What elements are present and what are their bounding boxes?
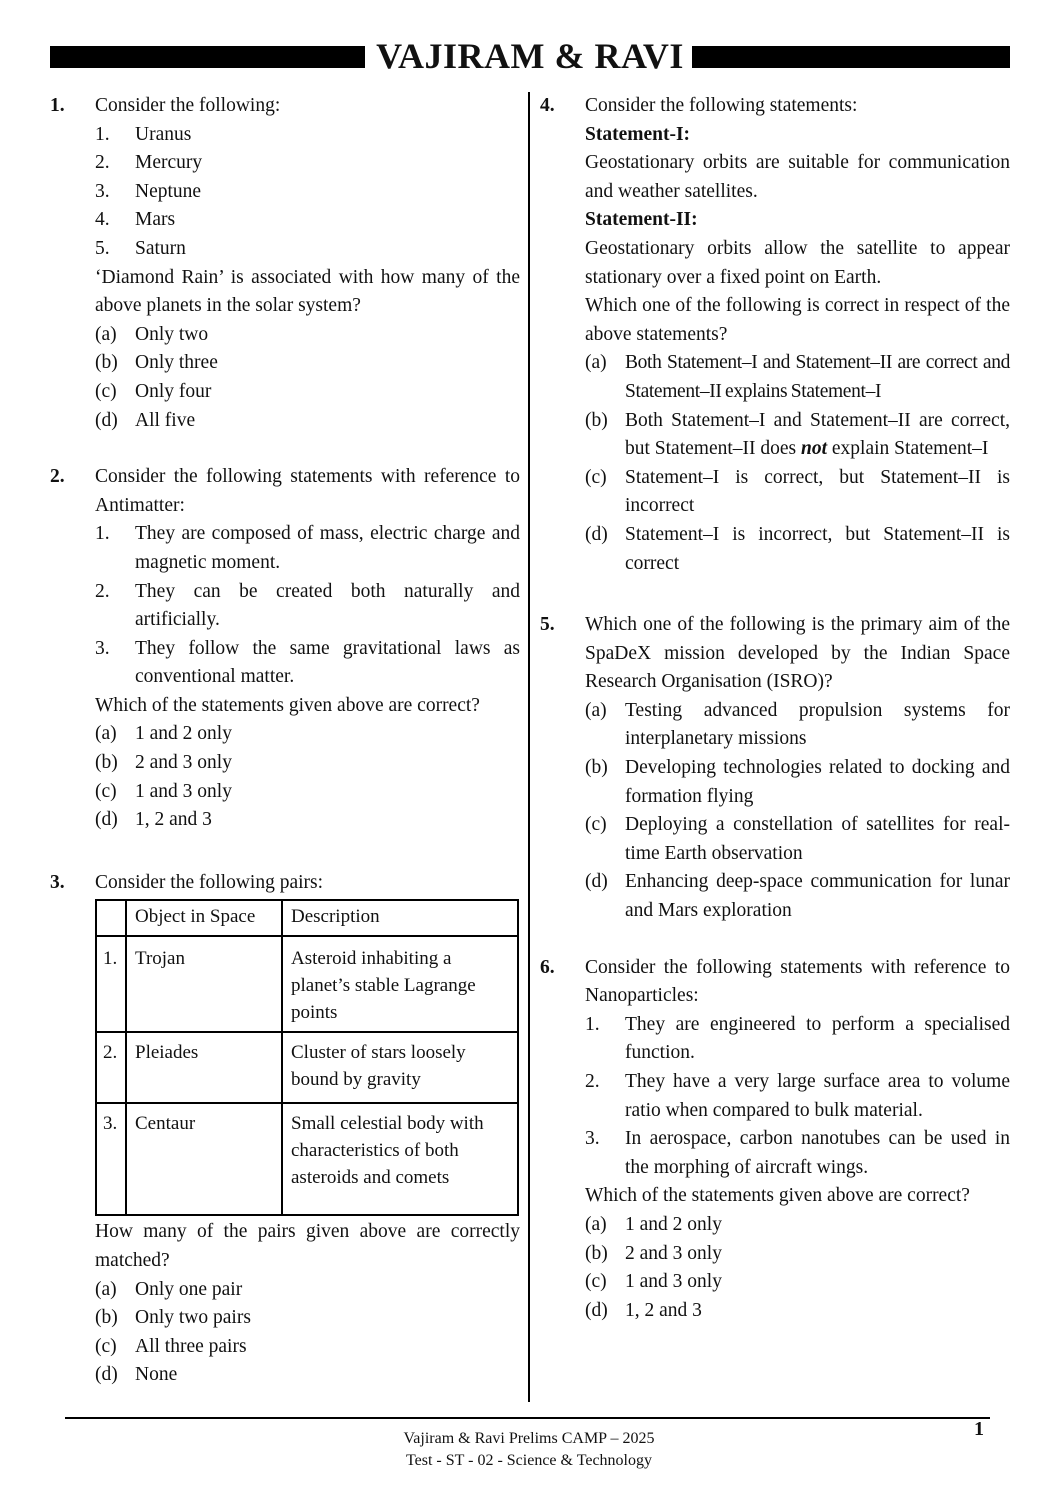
question-4 bbox=[540, 92, 1010, 578]
option-label: (d) bbox=[95, 1364, 118, 1386]
option-text: Developing technologies related to docking and formation flying bbox=[625, 757, 1010, 807]
question-stem: Which of the statements given above are correct? bbox=[95, 694, 480, 716]
option-d bbox=[585, 521, 1010, 578]
question-1 bbox=[50, 92, 520, 435]
option-c bbox=[585, 464, 1010, 521]
option-label: (c) bbox=[585, 1271, 607, 1293]
column-divider bbox=[528, 92, 530, 1402]
question-3 bbox=[50, 869, 520, 1390]
option-text: Only three bbox=[135, 352, 218, 374]
list-item bbox=[95, 235, 520, 264]
list-item bbox=[585, 1011, 1010, 1068]
option-text: 2 and 3 only bbox=[135, 752, 232, 774]
option-text: Testing advanced propulsion systems for interplanetary missions bbox=[625, 699, 1010, 750]
question-intro: Consider the following statements with reference to Antimatter: bbox=[95, 466, 520, 516]
option-label: (b) bbox=[95, 752, 118, 774]
option-b bbox=[95, 749, 520, 778]
table-header-row bbox=[96, 900, 518, 936]
option-a bbox=[585, 349, 1010, 406]
question-stem: How many of the pairs given above are correctly matched? bbox=[95, 1221, 520, 1272]
option-text: 1 and 3 only bbox=[135, 780, 232, 802]
table-row bbox=[96, 936, 518, 1032]
option-label: (c) bbox=[95, 1335, 117, 1357]
table-cell-description: Small celestial body with characteristics of both asteroids and comets bbox=[282, 1103, 518, 1215]
option-text: 1 and 2 only bbox=[135, 723, 232, 745]
option-text-emphasis: not bbox=[801, 438, 828, 460]
item-text: Neptune bbox=[135, 180, 202, 202]
option-text: Only two bbox=[135, 323, 209, 345]
question-number: 4. bbox=[540, 95, 555, 116]
header-title: VAJIRAM & RAVI bbox=[376, 36, 684, 76]
item-text: Saturn bbox=[135, 237, 186, 259]
option-label: (a) bbox=[95, 1278, 117, 1300]
option-d bbox=[585, 868, 1010, 925]
table-header bbox=[96, 900, 126, 936]
option-c bbox=[585, 811, 1010, 868]
option-label: (d) bbox=[95, 809, 118, 831]
option-text: 1, 2 and 3 bbox=[625, 1299, 702, 1321]
list-item bbox=[95, 635, 520, 692]
item-number: 3. bbox=[585, 1128, 600, 1150]
list-item bbox=[95, 178, 520, 207]
option-c bbox=[95, 378, 520, 407]
table-header: Object in Space bbox=[126, 900, 282, 936]
option-text: All three pairs bbox=[135, 1335, 247, 1357]
item-text: They have a very large surface area to volume ratio when compared to bulk material. bbox=[625, 1071, 1010, 1121]
item-text: Uranus bbox=[135, 123, 192, 145]
table-cell-description: Asteroid inhabiting a planet’s stable Lagrange points bbox=[282, 936, 518, 1032]
option-text: Only four bbox=[135, 380, 212, 402]
option-label: (d) bbox=[585, 1299, 608, 1321]
option-text-after: explain Statement–I bbox=[827, 438, 989, 460]
option-text: Both Statement–I and Statement–II are correct and Statement–II explains Statement–I bbox=[625, 352, 1010, 402]
option-label: (b) bbox=[585, 409, 608, 431]
item-number: 3. bbox=[95, 637, 110, 659]
option-text-before: Both Statement–I and Statement–II are correct, but Statement–II does bbox=[625, 409, 1010, 460]
option-label: (d) bbox=[585, 871, 608, 893]
item-number: 4. bbox=[95, 209, 110, 231]
page-number: 1 bbox=[974, 1418, 984, 1440]
question-5 bbox=[540, 611, 1010, 926]
option-label: (c) bbox=[585, 466, 607, 488]
item-text: Mercury bbox=[135, 152, 203, 174]
option-text: Only two pairs bbox=[135, 1307, 251, 1329]
footer-rule bbox=[65, 1417, 990, 1419]
footer-line-2: Test - ST - 02 - Science & Technology bbox=[405, 1452, 652, 1469]
option-label: (a) bbox=[585, 699, 607, 721]
option-label: (b) bbox=[95, 352, 118, 374]
question-stem: Which one of the following is correct in respect of the above statements? bbox=[585, 295, 1010, 345]
option-text: Enhancing deep-space communication for lunar and Mars exploration bbox=[625, 871, 1010, 922]
table-cell-num: 3. bbox=[96, 1103, 126, 1215]
option-a bbox=[585, 1211, 1010, 1240]
option-b bbox=[585, 1240, 1010, 1269]
table-cell-num: 1. bbox=[96, 936, 126, 1032]
table-cell-object: Centaur bbox=[126, 1103, 282, 1215]
option-b bbox=[95, 349, 520, 378]
option-label: (b) bbox=[95, 1307, 118, 1329]
question-2 bbox=[50, 463, 520, 835]
list-item bbox=[95, 149, 520, 178]
left-column bbox=[50, 92, 520, 1390]
list-item bbox=[95, 578, 520, 635]
question-number: 5. bbox=[540, 614, 555, 636]
option-text: Only one pair bbox=[135, 1278, 243, 1300]
option-b bbox=[95, 1304, 520, 1333]
table-cell-object: Pleiades bbox=[126, 1032, 282, 1103]
table-row bbox=[96, 1103, 518, 1215]
list-item bbox=[95, 206, 520, 235]
question-number: 3. bbox=[50, 871, 65, 893]
question-number: 6. bbox=[540, 956, 555, 978]
option-c bbox=[95, 1333, 520, 1362]
item-number: 5. bbox=[95, 237, 110, 259]
option-label: (b) bbox=[585, 1242, 608, 1264]
option-label: (d) bbox=[95, 409, 118, 431]
table-cell-description: Cluster of stars loosely bound by gravity bbox=[282, 1032, 518, 1103]
option-text bbox=[625, 410, 1010, 460]
option-text: None bbox=[135, 1364, 178, 1386]
option-text: 1 and 2 only bbox=[625, 1213, 722, 1235]
list-item bbox=[95, 121, 520, 150]
option-c bbox=[95, 778, 520, 807]
option-a bbox=[585, 697, 1010, 754]
option-c bbox=[585, 1268, 1010, 1297]
option-label: (d) bbox=[585, 523, 608, 545]
list-item bbox=[95, 520, 520, 577]
table-row bbox=[96, 1032, 518, 1103]
item-number: 1. bbox=[95, 523, 110, 545]
page-header bbox=[50, 36, 1010, 76]
option-text: All five bbox=[135, 409, 196, 431]
table-cell-num: 2. bbox=[96, 1032, 126, 1103]
question-intro: Consider the following statements: bbox=[585, 95, 858, 116]
question-stem: Which of the statements given above are correct? bbox=[585, 1185, 970, 1207]
question-number: 2. bbox=[50, 466, 65, 488]
option-text: 2 and 3 only bbox=[625, 1242, 722, 1264]
option-text: Statement–I is correct, but Statement–II is incorrect bbox=[625, 466, 1010, 517]
item-text: They are engineered to perform a specialised function. bbox=[625, 1013, 1010, 1064]
question-stem: ‘Diamond Rain’ is associated with how many of the above planets in the solar system? bbox=[95, 266, 520, 317]
statement-2-text: Geostationary orbits allow the satellite to appear stationary over a fixed point on Earth. bbox=[585, 237, 1010, 288]
statement-1-text: Geostationary orbits are suitable for communication and weather satellites. bbox=[585, 152, 1010, 202]
question-intro: Which one of the following is the primary aim of the SpaDeX mission developed by the Indian Space Research Organisation (ISRO)? bbox=[585, 614, 1010, 693]
item-text: In aerospace, carbon nanotubes can be used in the morphing of aircraft wings. bbox=[625, 1128, 1010, 1178]
footer-line-1: Vajiram & Ravi Prelims CAMP – 2025 bbox=[403, 1430, 655, 1447]
item-text: Mars bbox=[135, 209, 176, 231]
list-item bbox=[585, 1125, 1010, 1182]
option-a bbox=[95, 321, 520, 350]
statement-1-label: Statement-I: bbox=[585, 123, 691, 145]
option-b bbox=[585, 754, 1010, 811]
option-text: 1 and 3 only bbox=[625, 1271, 722, 1293]
option-label: (a) bbox=[95, 723, 117, 745]
option-label: (b) bbox=[585, 757, 608, 779]
pairs-table bbox=[95, 899, 519, 1216]
item-number: 2. bbox=[585, 1071, 600, 1092]
item-number: 1. bbox=[585, 1013, 600, 1035]
item-text: They are composed of mass, electric charge and magnetic moment. bbox=[135, 523, 520, 573]
item-number: 2. bbox=[95, 152, 110, 174]
option-label: (a) bbox=[585, 1213, 607, 1235]
option-text: Deploying a constellation of satellites for real-time Earth observation bbox=[625, 814, 1010, 864]
question-intro: Consider the following: bbox=[95, 95, 281, 116]
option-b bbox=[585, 407, 1010, 464]
item-text: They follow the same gravitational laws as conventional matter. bbox=[135, 637, 520, 688]
question-intro: Consider the following statements with reference to Nanoparticles: bbox=[585, 956, 1010, 1007]
option-d bbox=[585, 1297, 1010, 1326]
option-label: (c) bbox=[95, 380, 117, 402]
option-a bbox=[95, 1276, 520, 1305]
option-label: (c) bbox=[585, 814, 607, 836]
question-number: 1. bbox=[50, 95, 65, 116]
question-intro: Consider the following pairs: bbox=[95, 871, 324, 893]
option-d bbox=[95, 806, 520, 835]
option-d bbox=[95, 1361, 520, 1390]
question-6 bbox=[540, 954, 1010, 1326]
table-header: Description bbox=[282, 900, 518, 936]
option-text: 1, 2 and 3 bbox=[135, 809, 212, 831]
table-cell-object: Trojan bbox=[126, 936, 282, 1032]
option-label: (a) bbox=[95, 323, 117, 345]
item-number: 2. bbox=[95, 580, 110, 602]
item-text: They can be created both naturally and artificially. bbox=[135, 580, 520, 631]
right-column bbox=[540, 92, 1010, 1325]
statement-2-label: Statement-II: bbox=[585, 209, 698, 231]
option-a bbox=[95, 720, 520, 749]
option-label: (c) bbox=[95, 780, 117, 802]
item-number: 1. bbox=[95, 123, 110, 145]
option-label: (a) bbox=[585, 352, 607, 374]
item-number: 3. bbox=[95, 180, 110, 202]
option-text: Statement–I is incorrect, but Statement–II is correct bbox=[625, 523, 1010, 574]
list-item bbox=[585, 1068, 1010, 1125]
option-d bbox=[95, 407, 520, 436]
